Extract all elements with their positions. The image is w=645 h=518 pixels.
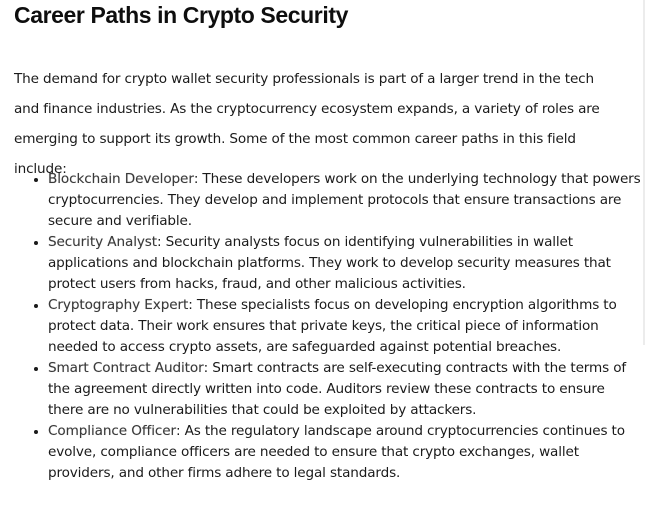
page-title: Career Paths in Crypto Security bbox=[14, 2, 348, 28]
list-item-blockchain-developer bbox=[48, 169, 642, 232]
list-item-cryptography-expert bbox=[48, 295, 642, 358]
career-term: Blockchain Developer bbox=[48, 171, 194, 187]
list-item-compliance-officer bbox=[48, 421, 642, 484]
career-term: Security Analyst bbox=[48, 234, 158, 250]
intro-paragraph: The demand for crypto wallet security professionals is part of a larger trend in the tech and finance industries. As the cryptocurrency ecosystem expands, a variety of roles are emerging to support its growth. Some of the most common career paths in this field include: bbox=[14, 71, 600, 177]
career-list bbox=[26, 169, 642, 484]
list-item-security-analyst bbox=[48, 232, 642, 295]
career-term: Compliance Officer bbox=[48, 423, 177, 439]
career-description: : These specialists focus on developing encryption algorithms to protect data. Their work ensures that private keys, the critical piece of information needed to access crypto assets, are safeguarded against potential breaches. bbox=[48, 297, 617, 355]
career-term: Cryptography Expert bbox=[48, 297, 189, 313]
career-description: : Smart contracts are self-executing contracts with the terms of the agreement directly written into code. Auditors review these contracts to ensure there are no vulnerabilities that could be exploited by attackers. bbox=[48, 360, 627, 418]
career-description: : Security analysts focus on identifying vulnerabilities in wallet applications and blockchain platforms. They work to develop security measures that protect users from hacks, fraud, and other malicious activities. bbox=[48, 234, 611, 292]
career-description: : As the regulatory landscape around cryptocurrencies continues to evolve, compliance officers are needed to ensure that crypto exchanges, wallet providers, and other firms adhere to legal standards. bbox=[48, 423, 625, 481]
list-item-smart-contract-auditor bbox=[48, 358, 642, 421]
career-term: Smart Contract Auditor bbox=[48, 360, 204, 376]
career-description: : These developers work on the underlying technology that powers cryptocurrencies. They develop and implement protocols that ensure transactions are secure and verifiable. bbox=[48, 171, 641, 229]
